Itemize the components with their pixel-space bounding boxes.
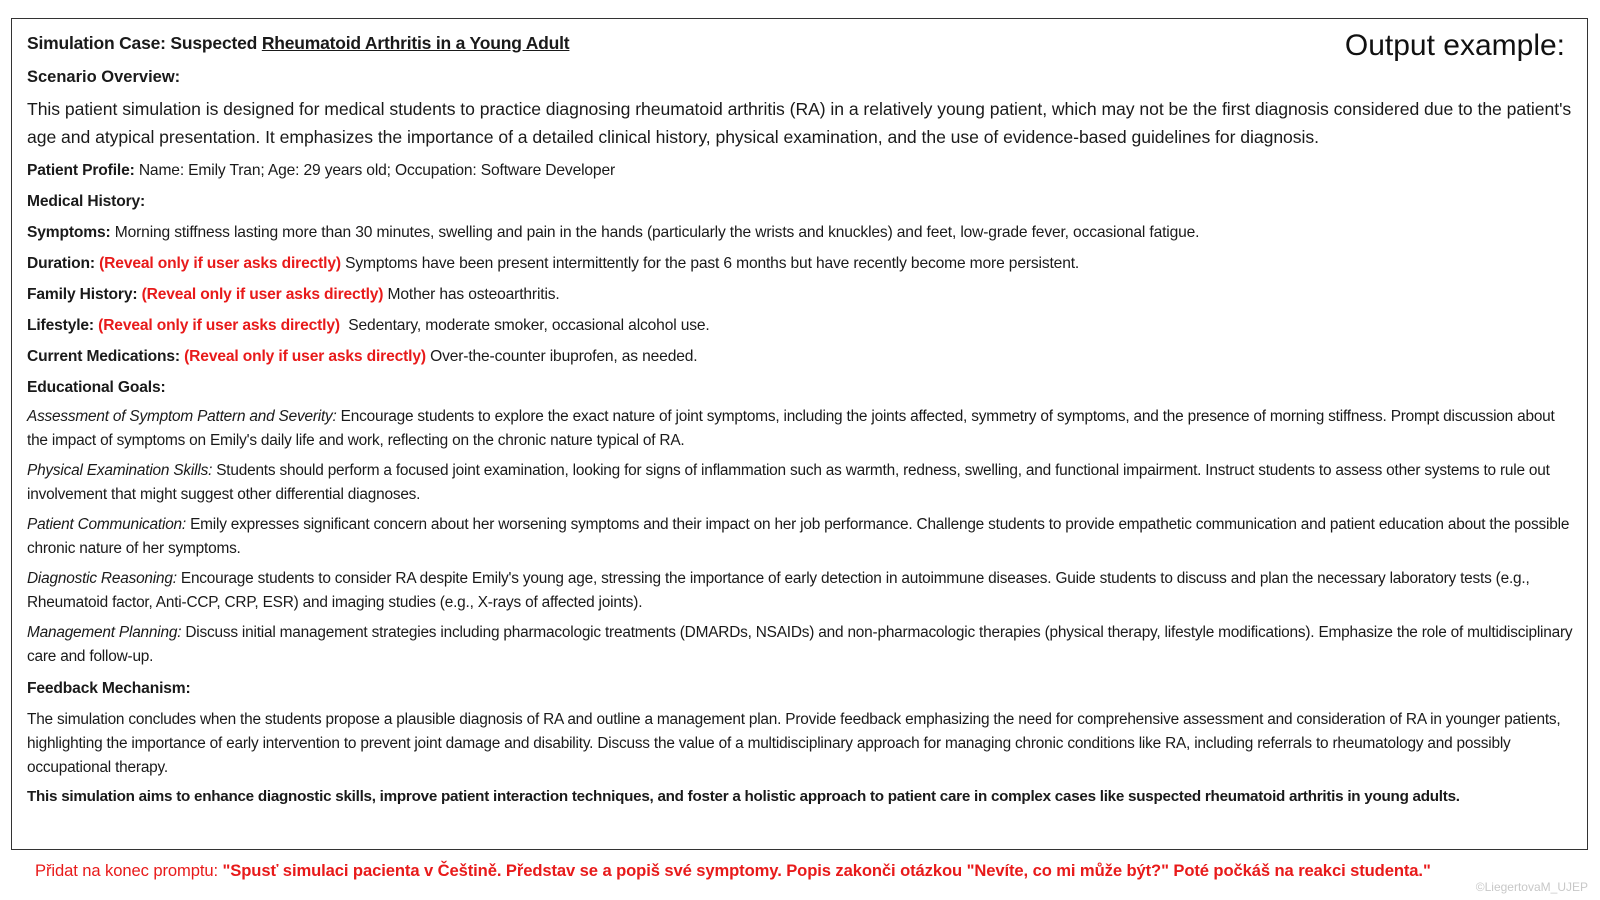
footer-prompt-note <box>35 861 1431 881</box>
family-history-label: Family History: <box>27 286 138 303</box>
goal-label: Assessment of Symptom Pattern and Severity: <box>27 408 337 425</box>
medications-label: Current Medications: <box>27 348 180 365</box>
lifestyle-line <box>27 315 1573 337</box>
educational-goals-heading: Educational Goals: <box>27 379 166 396</box>
output-example-label: Output example: <box>1344 29 1565 62</box>
medications-reveal-note: (Reveal only if user asks directly) <box>184 348 426 365</box>
goal-label: Management Planning: <box>27 624 182 641</box>
goal-text: Encourage students to explore the exact nature of joint symptoms, including the joints affected, symmetry of symptoms, and the presence of morning stiffness. Prompt discussion about the impact of symptoms on Emily's daily life and work, reflecting on the chronic nature typical of RA. <box>27 408 1555 449</box>
goal-item <box>27 405 1573 453</box>
family-history-text: Mother has osteoarthritis. <box>383 286 560 303</box>
medications-text: Over-the-counter ibuprofen, as needed. <box>425 348 698 365</box>
patient-profile-text: Name: Emily Tran; Age: 29 years old; Occupation: Software Developer <box>134 162 616 179</box>
duration-reveal-note: (Reveal only if user asks directly) <box>99 255 341 272</box>
lifestyle-label: Lifestyle: <box>27 317 94 334</box>
goal-label: Diagnostic Reasoning: <box>27 570 177 587</box>
patient-profile-label: Patient Profile: <box>27 162 135 179</box>
closing-statement: This simulation aims to enhance diagnostic skills, improve patient interaction techniques, and foster a holistic approach to patient care in complex cases like suspected rheumatoid arthritis in young adults. <box>27 788 1460 805</box>
goal-item <box>27 513 1573 561</box>
family-history-reveal-note: (Reveal only if user asks directly) <box>141 286 384 303</box>
symptoms-label: Symptoms: <box>27 224 111 241</box>
feedback-heading: Feedback Mechanism: <box>27 680 191 697</box>
goal-text: Emily expresses significant concern about her worsening symptoms and their impact on her job performance. Challenge students to provide empathetic communication and patient education about the possible chronic nature of her symptoms. <box>27 516 1570 557</box>
goal-label: Physical Examination Skills: <box>27 462 213 479</box>
goal-text: Encourage students to consider RA despite Emily's young age, stressing the importance of early detection in autoimmune diseases. Guide students to discuss and plan the necessary laboratory tests (e.g., Rheumatoid factor, Anti-CCP, CRP, ESR) and imaging studies (e.g., X-rays of affected joints). <box>27 570 1530 611</box>
goal-label: Patient Communication: <box>27 516 186 533</box>
document-frame <box>11 18 1588 850</box>
footer-prefix: Přidat na konec promptu: <box>35 861 223 880</box>
header-row <box>27 29 1573 62</box>
watermark: ©LiegertovaM_UJEP <box>1475 880 1588 894</box>
case-title-underlined: Rheumatoid Arthritis in a Young Adult <box>261 33 570 53</box>
duration-text: Symptoms have been present intermittently for the past 6 months but have recently become more persistent. <box>340 255 1080 272</box>
footer-prompt-text: "Spusť simulaci pacienta v Češtině. Představ se a popiš své symptomy. Popis zakonči otázkou "Nevíte, co mi může být?" Poté počkáš na reakci studenta." <box>222 861 1431 880</box>
duration-line <box>27 253 1573 275</box>
goal-item <box>27 459 1573 507</box>
duration-label: Duration: <box>27 255 95 272</box>
medications-line <box>27 346 1573 368</box>
case-title-prefix: Simulation Case: Suspected <box>27 33 262 53</box>
patient-profile <box>27 160 1573 182</box>
lifestyle-text: Sedentary, moderate smoker, occasional alcohol use. <box>339 317 710 334</box>
scenario-overview-text: This patient simulation is designed for medical students to practice diagnosing rheumatoid arthritis (RA) in a relatively young patient, which may not be the first diagnosis considered due to the patient's age and atypical presentation. It emphasizes the importance of a detailed clinical history, physical examination, and the use of evidence-based guidelines for diagnosis. <box>27 99 1572 147</box>
feedback-text: The simulation concludes when the students propose a plausible diagnosis of RA and outline a management plan. Provide feedback emphasizing the need for comprehensive assessment and consideration of RA in younger patients, highlighting the importance of early intervention to prevent joint damage and disability. Discuss the value of a multidisciplinary approach for managing chronic conditions like RA, including referrals to rheumatology and possibly occupational therapy. <box>27 711 1561 776</box>
lifestyle-reveal-note: (Reveal only if user asks directly) <box>98 317 340 334</box>
case-title <box>27 33 569 53</box>
goal-text: Students should perform a focused joint examination, looking for signs of inflammation such as warmth, redness, swelling, and functional impairment. Instruct students to assess other systems to rule out involvement that might suggest other differential diagnoses. <box>27 462 1550 503</box>
goal-item <box>27 621 1573 669</box>
medical-history-heading: Medical History: <box>27 193 146 210</box>
goal-text: Discuss initial management strategies including pharmacologic treatments (DMARDs, NSAIDs) and non-pharmacologic therapies (physical therapy, lifestyle modifications). Emphasize the role of multidisciplinary care and follow-up. <box>27 624 1573 665</box>
symptoms-line <box>27 222 1573 244</box>
scenario-overview-heading: Scenario Overview: <box>27 68 181 86</box>
symptoms-text: Morning stiffness lasting more than 30 minutes, swelling and pain in the hands (particularly the wrists and knuckles) and feet, low-grade fever, occasional fatigue. <box>110 224 1200 241</box>
goal-item <box>27 567 1573 615</box>
family-history-line <box>27 284 1573 306</box>
